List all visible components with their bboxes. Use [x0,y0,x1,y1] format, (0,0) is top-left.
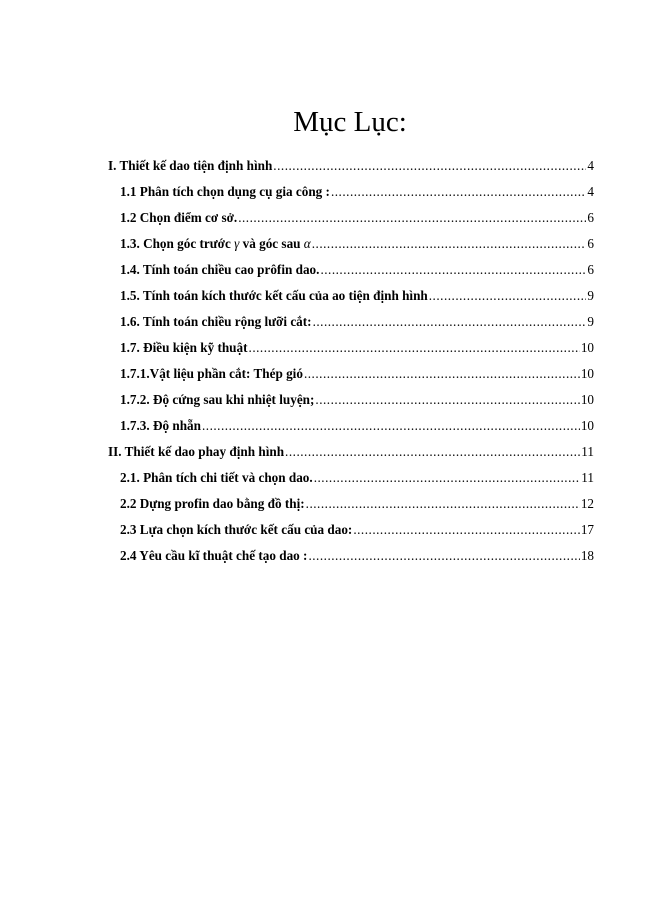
toc-dot-leader [238,208,586,228]
toc-entry-1-5[interactable] [108,286,594,312]
toc-entry-1-1[interactable] [108,182,594,208]
toc-entry-1-2[interactable] [108,208,594,234]
toc-entry-2[interactable] [108,442,594,468]
toc-entry-1-7[interactable] [108,338,594,364]
toc-dot-leader [249,338,580,358]
toc-dot-leader [314,468,581,488]
toc-entry-label: I. Thiết kế dao tiện định hình [108,158,273,173]
toc-entry-label: 2.2 Dựng profin dao bằng đồ thị: [120,496,305,511]
toc-dot-leader [313,312,587,332]
toc-entry-2-1[interactable] [108,468,594,494]
toc-entry-1-7-3[interactable] [108,416,594,442]
toc-entry-label: 1.7. Điều kiện kỹ thuật [120,340,248,355]
toc-entry-1-3[interactable] [108,234,594,260]
toc-entry-1-7-1[interactable] [108,364,594,390]
toc-entry-label: 1.1 Phân tích chọn dụng cụ gia công : [120,184,330,199]
toc-page-number: 10 [580,340,594,355]
toc-page-number: 6 [587,262,594,277]
toc-entry-2-3[interactable] [108,520,594,546]
toc-entry-label-middle: và góc sau [239,236,304,251]
toc-page-number: 17 [580,522,594,537]
toc-dot-leader [304,364,580,384]
toc-entry-label: 2.4 Yêu cầu kĩ thuật chế tạo dao : [120,548,308,563]
alpha-symbol: α [303,236,311,251]
toc-page-number: 6 [587,236,594,251]
toc-dot-leader [312,234,587,254]
toc-entry-label: II. Thiết kế dao phay định hình [108,444,285,459]
toc-dot-leader [273,156,586,176]
gamma-symbol: γ [234,236,240,251]
toc-dot-leader [285,442,580,462]
toc-page-number: 6 [587,210,594,225]
toc-dot-leader [331,182,586,202]
toc-page-number: 10 [580,366,594,381]
toc-page-number: 4 [587,158,594,173]
toc-dot-leader [306,494,580,514]
toc-entry-1-4[interactable] [108,260,594,286]
toc-entry-label: 2.3 Lựa chọn kích thước kết cấu của dao: [120,522,353,537]
toc-entry-label [120,234,311,254]
toc-dot-leader [320,260,586,280]
toc-entry-label-start: 1.3. Chọn góc trước [120,236,231,251]
toc-entry-label: 1.6. Tính toán chiều rộng lưỡi cắt: [120,314,312,329]
toc-dot-leader [202,416,580,436]
toc-entry-label: 1.7.3. Độ nhẵn [120,418,201,433]
toc-entry-label: 1.5. Tính toán kích thước kết cấu của ao tiện định hình [120,288,428,303]
toc-page-number: 12 [580,496,594,511]
toc-entry-label: 1.7.2. Độ cứng sau khi nhiệt luyện; [120,392,315,407]
toc-page-number: 18 [580,548,594,563]
toc-entry-label: 1.2 Chọn điểm cơ sở. [120,210,238,225]
toc-page-number: 11 [581,444,594,459]
toc-entry-label: 1.7.1.Vật liệu phần cắt: Thép gió [120,366,303,381]
toc-entry-1-7-2[interactable] [108,390,594,416]
toc-page-number: 10 [580,418,594,433]
toc-page-number: 4 [587,184,594,199]
toc-entry-1-6[interactable] [108,312,594,338]
toc-entry-label: 1.4. Tính toán chiều cao prôfin dao. [120,262,320,277]
toc-title: Mục Lục: [293,106,407,138]
toc-page-number: 11 [581,470,594,485]
toc-entry-1[interactable] [108,156,594,182]
toc-page-number: 9 [587,314,594,329]
toc-dot-leader [429,286,587,306]
toc-dot-leader [308,546,579,566]
toc-page-number: 9 [587,288,594,303]
toc-entry-2-4[interactable] [108,546,594,572]
toc-page-number: 10 [580,392,594,407]
toc-dot-leader [353,520,579,540]
table-of-contents [108,156,594,572]
toc-entry-label: 2.1. Phân tích chi tiết và chọn dao. [120,470,313,485]
toc-dot-leader [315,390,579,410]
toc-entry-2-2[interactable] [108,494,594,520]
